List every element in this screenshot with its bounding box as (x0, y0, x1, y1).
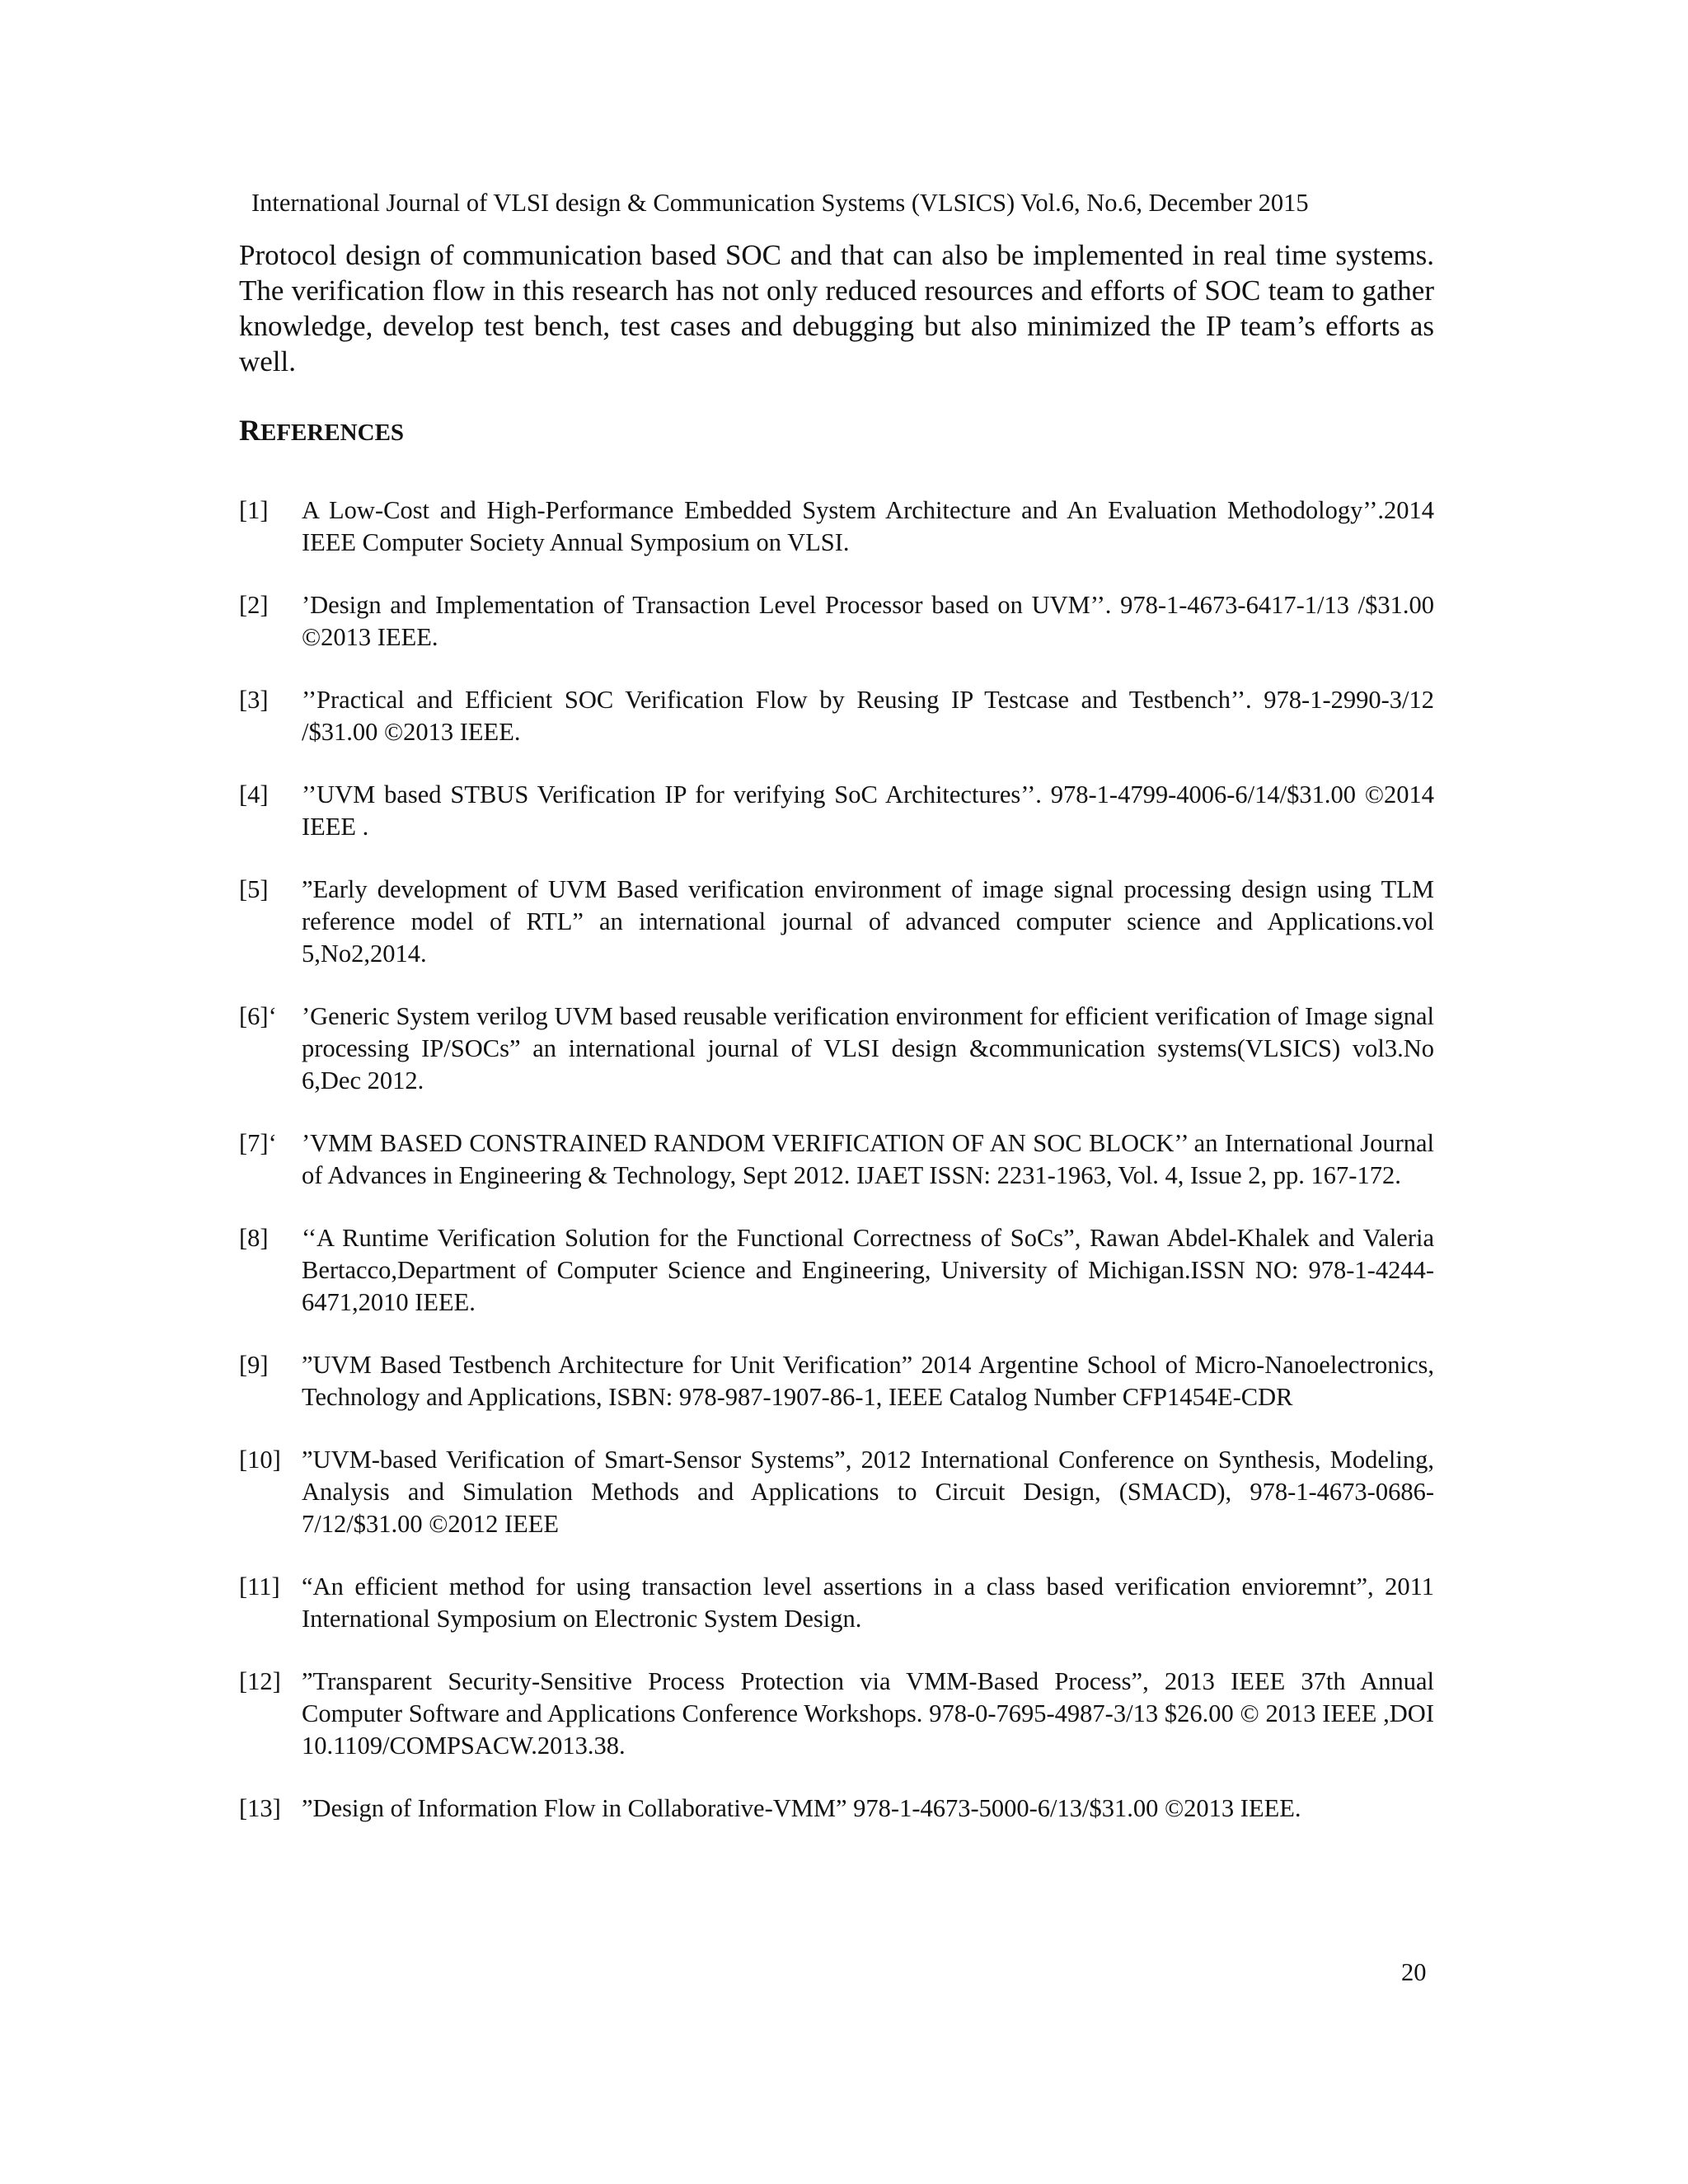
reference-number: [12] (239, 1667, 281, 1695)
reference-text: ”UVM-based Verification of Smart-Sensor Systems”, 2012 International Conference on Synthesis, Modeling, Analysis and Simulation Methods and Applications to Circuit Design, (SMACD), 978-1-4673-0686-7/12/$31.00 ©2012 IEEE (302, 1446, 1434, 1538)
reference-item (239, 1444, 1434, 1540)
reference-text: ”UVM Based Testbench Architecture for Unit Verification” 2014 Argentine School of Micro-Nanoelectronics, Technology and Applications, ISBN: 978-987-1907-86-1, IEEE Catalog Number CFP1454E-CDR (302, 1351, 1434, 1411)
reference-number: [6]‘ (239, 1002, 277, 1030)
references-heading-rest: EFERENCES (260, 419, 405, 446)
reference-number: [3] (239, 686, 269, 714)
reference-text: ‘‘A Runtime Verification Solution for the Functional Correctness of SoCs”, Rawan Abdel-Khalek and Valeria Bertacco,Department of Computer Science and Engineering, University of Michigan.ISSN NO: 978-1-4244-6471,2010 IEEE. (302, 1224, 1434, 1316)
references-heading (239, 412, 404, 451)
reference-number: [4] (239, 780, 269, 808)
reference-number: [11] (239, 1572, 280, 1601)
reference-item (239, 1571, 1434, 1635)
reference-text: ’’UVM based STBUS Verification IP for verifying SoC Architectures’’. 978-1-4799-4006-6/14/$31.00 ©2014 IEEE . (302, 780, 1434, 841)
reference-item (239, 1222, 1434, 1319)
reference-item (239, 1793, 1434, 1825)
reference-item (239, 1666, 1434, 1762)
reference-text: “An efficient method for using transaction level assertions in a class based verification envioremnt”, 2011 International Symposium on Electronic System Design. (302, 1572, 1434, 1633)
reference-text: ”Design of Information Flow in Collaborative-VMM” 978-1-4673-5000-6/13/$31.00 ©2013 IEEE. (302, 1794, 1301, 1822)
reference-text: ’VMM BASED CONSTRAINED RANDOM VERIFICATION OF AN SOC BLOCK’’ an International Journal of Advances in Engineering & Technology, Sept 2012. IJAET ISSN: 2231-1963, Vol. 4, Issue 2, pp. 167-172. (302, 1129, 1434, 1189)
reference-item (239, 1349, 1434, 1413)
intro-paragraph: Protocol design of communication based SOC and that can also be implemented in real time systems. The verification flow in this research has not only reduced resources and efforts of SOC team to gather knowledge, develop test bench, test cases and debugging but also minimized the IP team’s efforts as well. (239, 239, 1434, 377)
reference-number: [2] (239, 591, 269, 619)
reference-number: [7]‘ (239, 1129, 277, 1157)
reference-item (239, 1001, 1434, 1097)
reference-text: ”Transparent Security-Sensitive Process Protection via VMM-Based Process”, 2013 IEEE 37th Annual Computer Software and Applications Conference Workshops. 978-0-7695-4987-3/13 $26.00 © 2013 IEEE ,DOI 10.1109/COMPSACW.2013.38. (302, 1667, 1434, 1760)
reference-text: ’Design and Implementation of Transaction Level Processor based on UVM’’. 978-1-4673-6417-1/13 /$31.00 ©2013 IEEE. (302, 591, 1434, 651)
page-number: 20 (1401, 1958, 1427, 1986)
reference-text: ”Early development of UVM Based verification environment of image signal processing design using TLM reference model of RTL” an international journal of advanced computer science and Applications.vol 5,No2,2014. (302, 875, 1434, 968)
reference-number: [1] (239, 496, 269, 524)
reference-list (239, 494, 1434, 1855)
reference-number: [13] (239, 1794, 281, 1822)
reference-item (239, 874, 1434, 970)
reference-number: [5] (239, 875, 269, 903)
reference-item (239, 1127, 1434, 1192)
reference-item (239, 779, 1434, 843)
reference-number: [10] (239, 1446, 281, 1474)
references-heading-initial: R (239, 414, 260, 447)
reference-text: ’’Practical and Efficient SOC Verification Flow by Reusing IP Testcase and Testbench’’. 978-1-2990-3/12 /$31.00 ©2013 IEEE. (302, 686, 1434, 746)
reference-number: [9] (239, 1351, 269, 1379)
reference-text: A Low-Cost and High-Performance Embedded System Architecture and An Evaluation Methodology’’.2014 IEEE Computer Society Annual Symposium on VLSI. (302, 496, 1434, 556)
running-header: International Journal of VLSI design & Communication Systems (VLSICS) Vol.6, No.6, December 2015 (251, 189, 1309, 217)
reference-text: ’Generic System verilog UVM based reusable verification environment for efficient verification of Image signal processing IP/SOCs” an international journal of VLSI design &communication systems(VLSICS) vol3.No 6,Dec 2012. (302, 1002, 1434, 1094)
reference-item (239, 684, 1434, 748)
reference-number: [8] (239, 1224, 269, 1252)
reference-item (239, 589, 1434, 654)
reference-item (239, 494, 1434, 559)
